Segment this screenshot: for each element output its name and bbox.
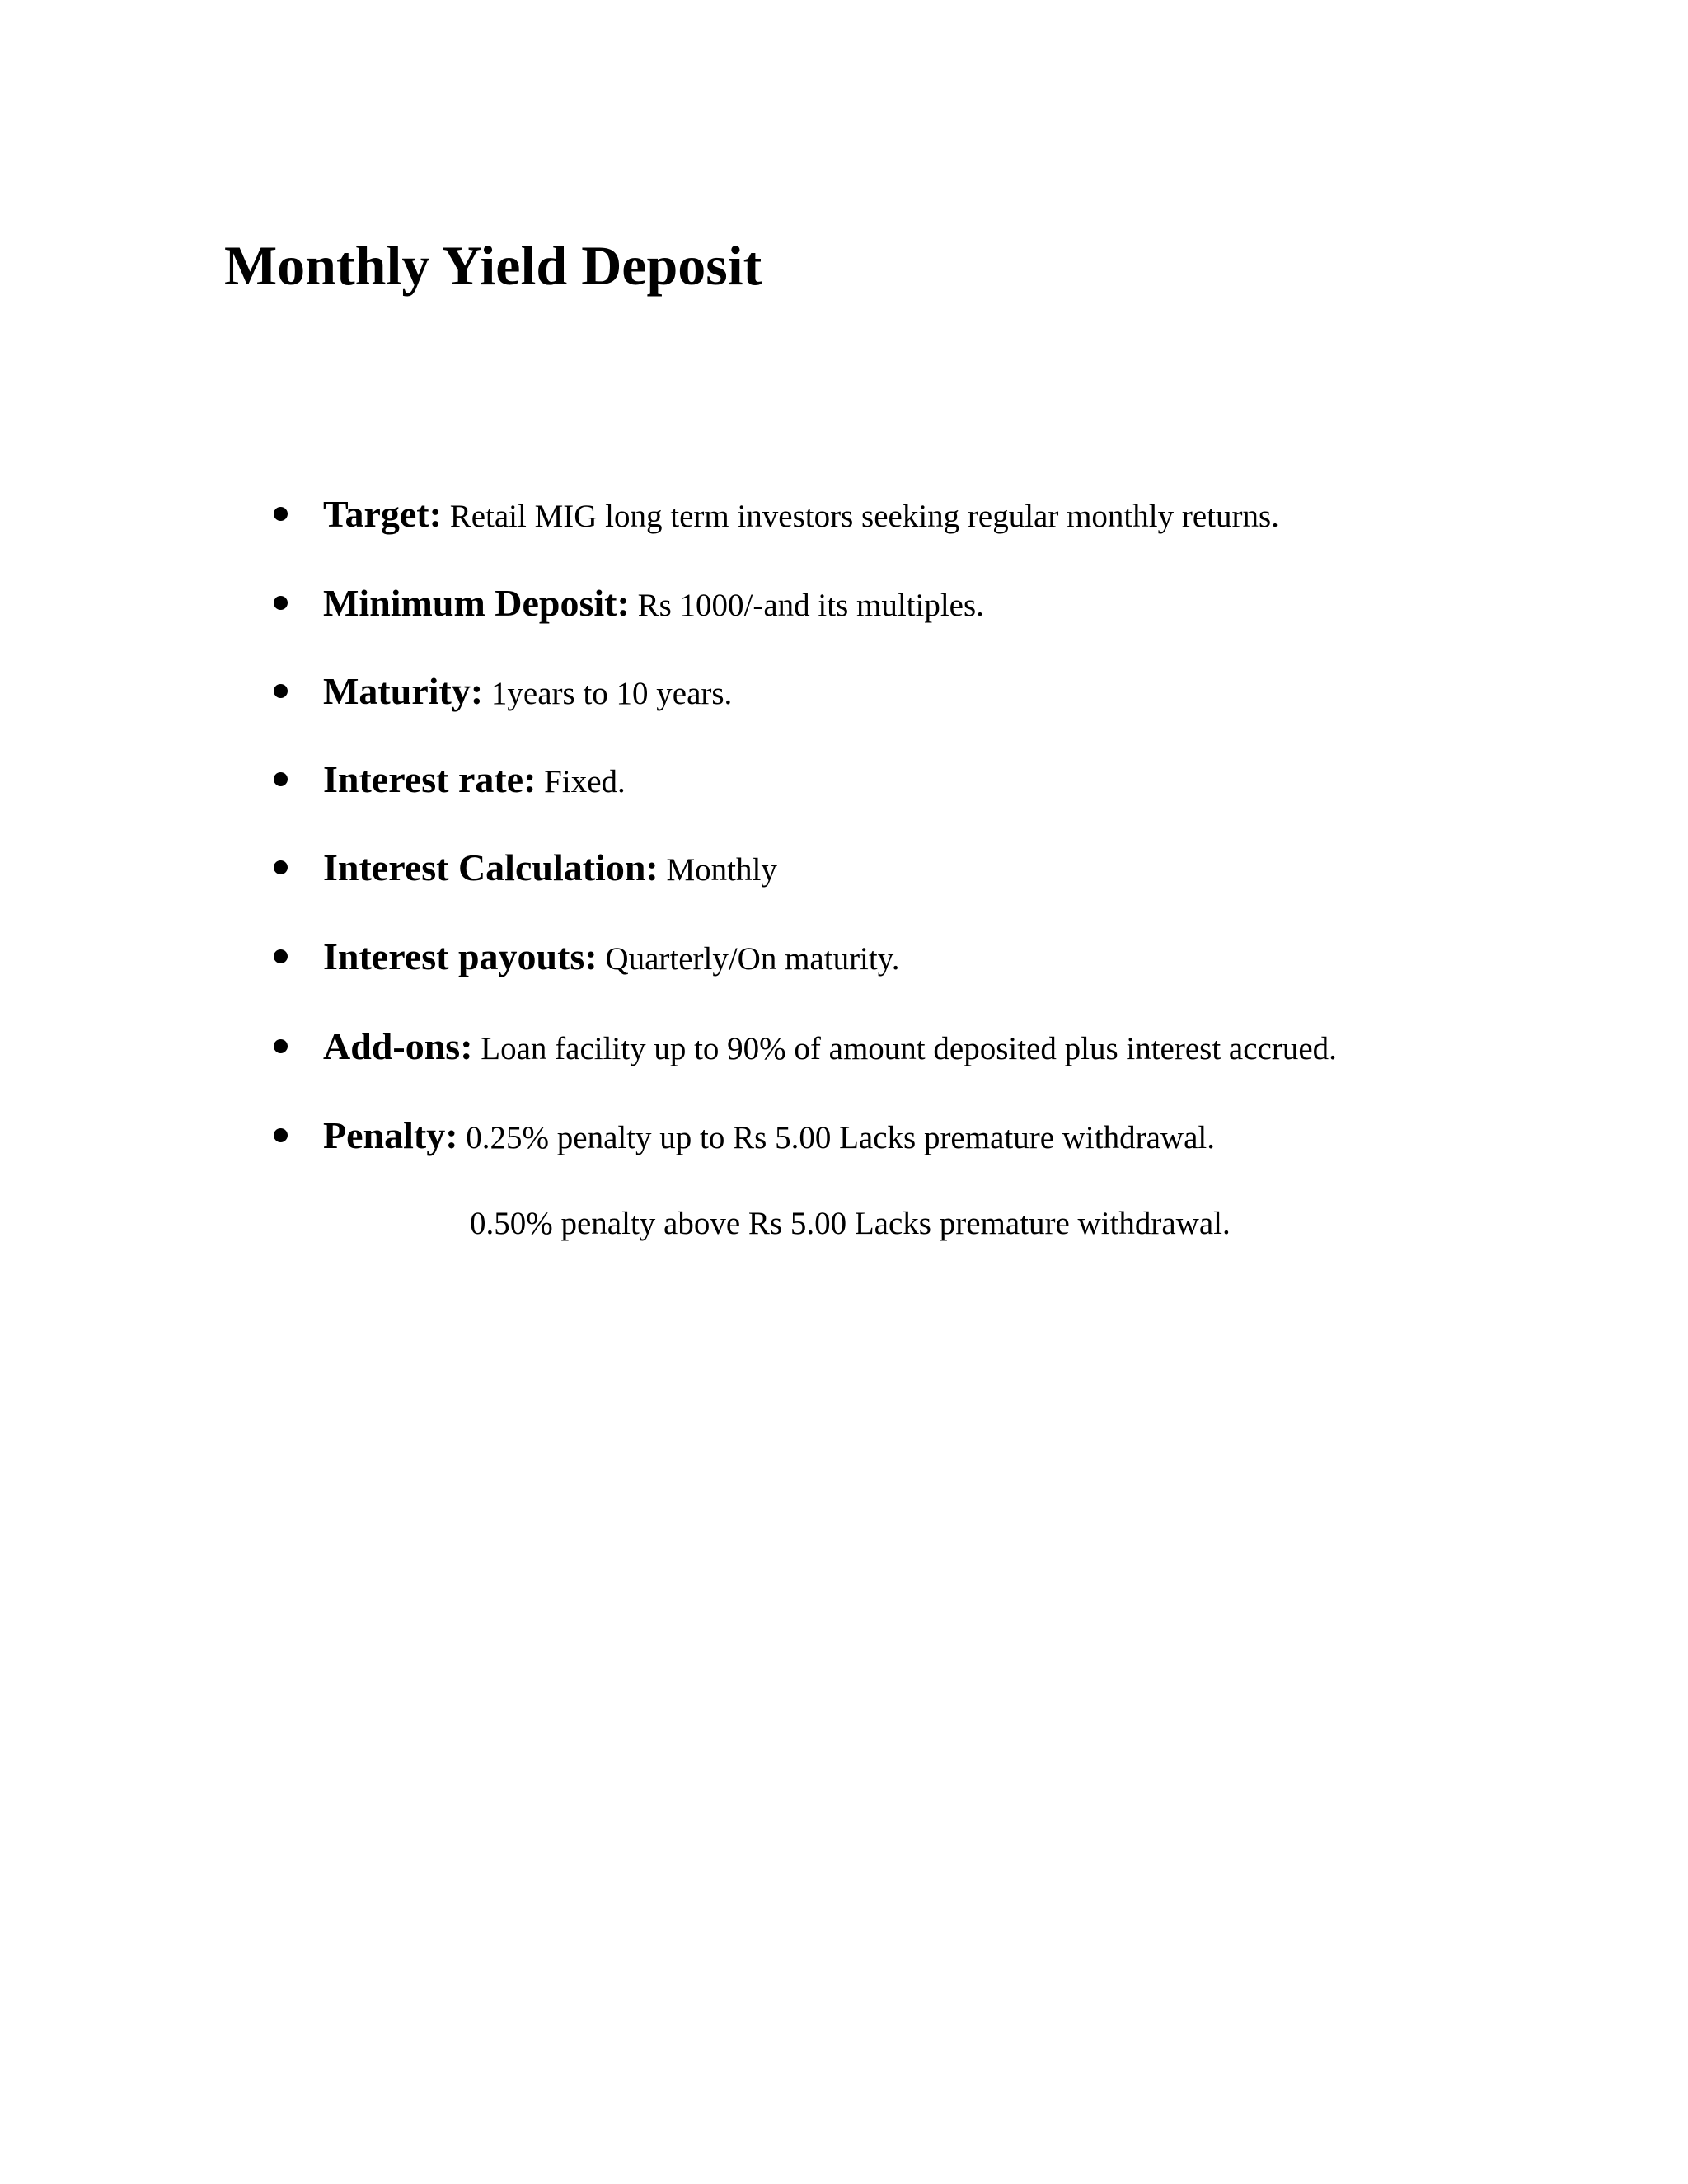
list-item-text xyxy=(323,574,984,641)
bullet-icon xyxy=(274,684,288,698)
item-label: Minimum Deposit: xyxy=(323,582,630,624)
bullet-icon xyxy=(274,1039,288,1053)
item-value: 1years to 10 years. xyxy=(483,676,733,711)
list-item-text xyxy=(323,1107,1215,1174)
list-item-text xyxy=(323,928,899,995)
bullet-icon xyxy=(274,596,288,610)
bullet-icon xyxy=(274,772,288,786)
item-value: Monthly xyxy=(658,852,777,888)
list-item-minimum-deposit xyxy=(0,574,1688,632)
list-item-target xyxy=(0,485,1688,543)
list-item-text xyxy=(323,663,732,729)
item-value: 0.25% penalty up to Rs 5.00 Lacks premature withdrawal. xyxy=(457,1120,1215,1155)
bullet-icon xyxy=(274,1128,288,1142)
item-value: Loan facility up to 90% of amount deposited plus interest accrued. xyxy=(472,1031,1337,1066)
item-label: Add-ons: xyxy=(323,1025,473,1067)
list-item-text xyxy=(323,751,626,818)
bullet-icon xyxy=(274,860,288,874)
item-label: Interest Calculation: xyxy=(323,846,659,888)
item-label: Target: xyxy=(323,493,442,535)
item-label: Maturity: xyxy=(323,670,484,712)
list-item-interest-calculation xyxy=(0,839,1688,897)
list-item-interest-payouts xyxy=(0,928,1688,986)
bullet-icon xyxy=(274,949,288,963)
list-item-penalty xyxy=(0,1107,1688,1165)
item-label: Penalty: xyxy=(323,1114,458,1156)
penalty-continuation: 0.50% penalty above Rs 5.00 Lacks premature withdrawal. xyxy=(470,1206,1231,1241)
list-item-add-ons xyxy=(0,1018,1688,1076)
list-item-text xyxy=(323,1018,1337,1085)
item-label: Interest payouts: xyxy=(323,935,598,977)
item-value: Retail MIG long term investors seeking regular monthly returns. xyxy=(441,499,1279,534)
list-item-text xyxy=(323,839,777,906)
list-item-text xyxy=(323,485,1279,552)
item-value: Quarterly/On maturity. xyxy=(597,941,900,977)
list-item-interest-rate xyxy=(0,751,1688,808)
page-title: Monthly Yield Deposit xyxy=(224,234,762,297)
item-value: Rs 1000/-and its multiples. xyxy=(629,588,984,623)
list-item-maturity xyxy=(0,663,1688,720)
item-value: Fixed. xyxy=(536,764,626,799)
bullet-icon xyxy=(274,507,288,521)
item-label: Interest rate: xyxy=(323,758,537,800)
